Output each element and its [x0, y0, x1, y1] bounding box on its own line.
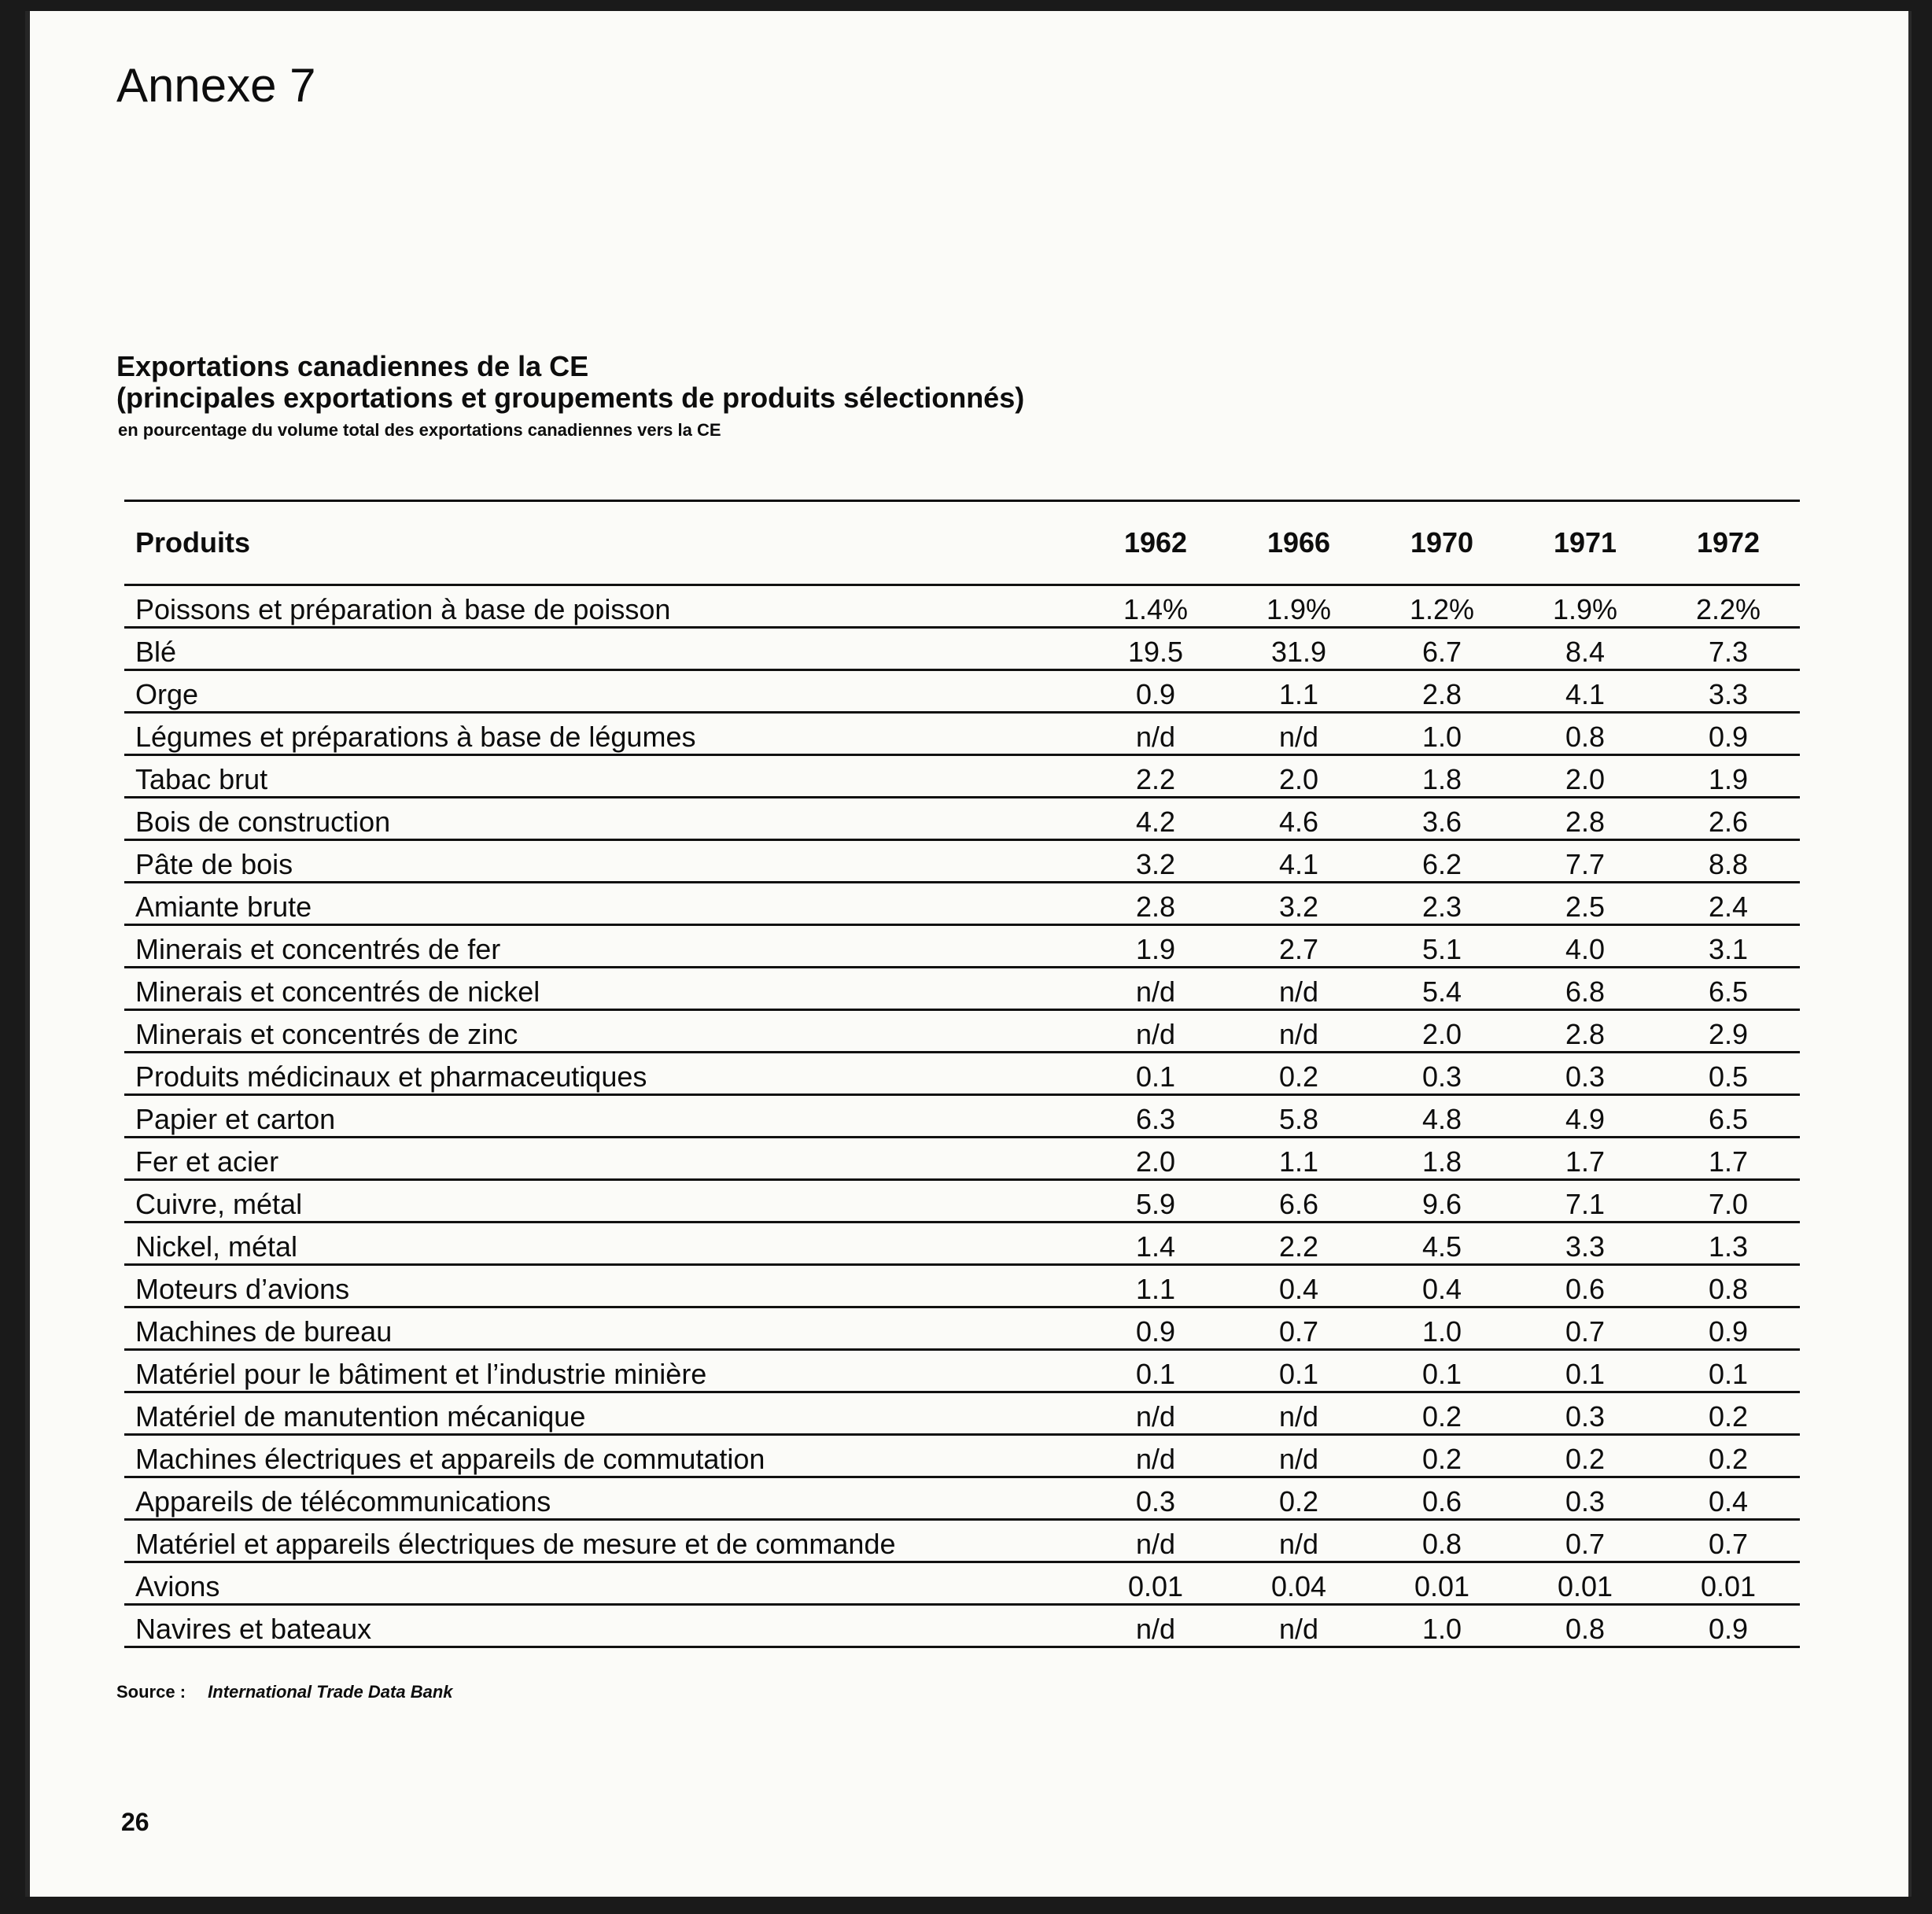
- value-cell: 5.1: [1370, 925, 1514, 968]
- value-cell: 4.5: [1370, 1223, 1514, 1265]
- value-cell: 1.9: [1657, 755, 1800, 798]
- product-cell: Navires et bateaux: [124, 1605, 1084, 1647]
- value-cell: 5.4: [1370, 968, 1514, 1010]
- value-cell: 0.4: [1227, 1265, 1370, 1307]
- value-cell: n/d: [1227, 1520, 1370, 1562]
- value-cell: 2.8: [1084, 883, 1227, 925]
- table-header-row: [124, 501, 1800, 585]
- value-cell: 2.9: [1657, 1010, 1800, 1053]
- table-row: [124, 1138, 1800, 1180]
- value-cell: 0.4: [1370, 1265, 1514, 1307]
- product-cell: Amiante brute: [124, 883, 1084, 925]
- table-row: [124, 1010, 1800, 1053]
- value-cell: 9.6: [1370, 1180, 1514, 1223]
- value-cell: 0.2: [1657, 1392, 1800, 1435]
- value-cell: 2.0: [1084, 1138, 1227, 1180]
- value-cell: 1.1: [1227, 1138, 1370, 1180]
- table-row: [124, 1477, 1800, 1520]
- table-row: [124, 628, 1800, 670]
- product-cell: Légumes et préparations à base de légumes: [124, 713, 1084, 755]
- header-year: 1972: [1657, 501, 1800, 585]
- value-cell: 2.5: [1514, 883, 1657, 925]
- value-cell: 2.6: [1657, 798, 1800, 840]
- table-row: [124, 670, 1800, 713]
- value-cell: 1.4: [1084, 1223, 1227, 1265]
- value-cell: 1.4%: [1084, 585, 1227, 628]
- value-cell: 1.7: [1514, 1138, 1657, 1180]
- value-cell: 8.4: [1514, 628, 1657, 670]
- table-row: [124, 1435, 1800, 1477]
- value-cell: n/d: [1227, 1605, 1370, 1647]
- table-row: [124, 840, 1800, 883]
- value-cell: 6.2: [1370, 840, 1514, 883]
- table-body: [124, 585, 1800, 1647]
- value-cell: 2.0: [1514, 755, 1657, 798]
- value-cell: 7.1: [1514, 1180, 1657, 1223]
- product-cell: Tabac brut: [124, 755, 1084, 798]
- table-row: [124, 798, 1800, 840]
- source-label: Source :: [116, 1682, 186, 1702]
- value-cell: 0.7: [1514, 1520, 1657, 1562]
- value-cell: 1.7: [1657, 1138, 1800, 1180]
- value-cell: 0.3: [1514, 1053, 1657, 1095]
- value-cell: 0.1: [1227, 1350, 1370, 1392]
- value-cell: n/d: [1084, 1605, 1227, 1647]
- value-cell: 4.6: [1227, 798, 1370, 840]
- value-cell: 31.9: [1227, 628, 1370, 670]
- value-cell: 1.8: [1370, 755, 1514, 798]
- table-row: [124, 713, 1800, 755]
- value-cell: 1.1: [1227, 670, 1370, 713]
- page-number: 26: [121, 1808, 149, 1836]
- annex-heading: Annexe 7: [116, 59, 316, 112]
- value-cell: 0.9: [1657, 713, 1800, 755]
- value-cell: 0.3: [1514, 1392, 1657, 1435]
- value-cell: 0.8: [1514, 1605, 1657, 1647]
- value-cell: 0.2: [1514, 1435, 1657, 1477]
- value-cell: 0.01: [1657, 1562, 1800, 1605]
- value-cell: 0.1: [1370, 1350, 1514, 1392]
- value-cell: n/d: [1227, 968, 1370, 1010]
- value-cell: 0.04: [1227, 1562, 1370, 1605]
- product-cell: Blé: [124, 628, 1084, 670]
- table-row: [124, 1095, 1800, 1138]
- table-row: [124, 1392, 1800, 1435]
- value-cell: 6.3: [1084, 1095, 1227, 1138]
- table-row: [124, 1180, 1800, 1223]
- value-cell: 1.0: [1370, 713, 1514, 755]
- header-year: 1971: [1514, 501, 1657, 585]
- product-cell: Orge: [124, 670, 1084, 713]
- product-cell: Machines électriques et appareils de commutation: [124, 1435, 1084, 1477]
- value-cell: 2.0: [1370, 1010, 1514, 1053]
- value-cell: 7.7: [1514, 840, 1657, 883]
- value-cell: 2.8: [1370, 670, 1514, 713]
- value-cell: 0.9: [1657, 1605, 1800, 1647]
- header-products: Produits: [124, 501, 1084, 585]
- value-cell: 2.3: [1370, 883, 1514, 925]
- value-cell: 3.3: [1514, 1223, 1657, 1265]
- value-cell: 4.0: [1514, 925, 1657, 968]
- value-cell: 0.1: [1657, 1350, 1800, 1392]
- value-cell: 0.3: [1084, 1477, 1227, 1520]
- value-cell: 5.8: [1227, 1095, 1370, 1138]
- product-cell: Minerais et concentrés de zinc: [124, 1010, 1084, 1053]
- value-cell: 0.9: [1084, 670, 1227, 713]
- value-cell: 0.7: [1657, 1520, 1800, 1562]
- table-row: [124, 968, 1800, 1010]
- value-cell: 0.4: [1657, 1477, 1800, 1520]
- value-cell: 1.9%: [1227, 585, 1370, 628]
- value-cell: 0.2: [1227, 1477, 1370, 1520]
- value-cell: 0.9: [1657, 1307, 1800, 1350]
- value-cell: 4.1: [1227, 840, 1370, 883]
- value-cell: 7.3: [1657, 628, 1800, 670]
- value-cell: 0.6: [1514, 1265, 1657, 1307]
- product-cell: Pâte de bois: [124, 840, 1084, 883]
- value-cell: 3.6: [1370, 798, 1514, 840]
- table-row: [124, 1307, 1800, 1350]
- value-cell: 0.2: [1370, 1392, 1514, 1435]
- value-cell: 1.0: [1370, 1307, 1514, 1350]
- value-cell: 0.01: [1084, 1562, 1227, 1605]
- product-cell: Matériel et appareils électriques de mesure et de commande: [124, 1520, 1084, 1562]
- value-cell: 0.3: [1370, 1053, 1514, 1095]
- table-row: [124, 585, 1800, 628]
- table-row: [124, 1350, 1800, 1392]
- product-cell: Matériel pour le bâtiment et l’industrie minière: [124, 1350, 1084, 1392]
- value-cell: 2.8: [1514, 1010, 1657, 1053]
- product-cell: Moteurs d’avions: [124, 1265, 1084, 1307]
- table-row: [124, 883, 1800, 925]
- value-cell: n/d: [1084, 1520, 1227, 1562]
- product-cell: Poissons et préparation à base de poisson: [124, 585, 1084, 628]
- product-cell: Produits médicinaux et pharmaceutiques: [124, 1053, 1084, 1095]
- header-year: 1970: [1370, 501, 1514, 585]
- value-cell: 0.01: [1370, 1562, 1514, 1605]
- table-row: [124, 1562, 1800, 1605]
- value-cell: 4.8: [1370, 1095, 1514, 1138]
- value-cell: 2.2%: [1657, 585, 1800, 628]
- product-cell: Matériel de manutention mécanique: [124, 1392, 1084, 1435]
- value-cell: n/d: [1084, 1392, 1227, 1435]
- product-cell: Nickel, métal: [124, 1223, 1084, 1265]
- value-cell: 0.3: [1514, 1477, 1657, 1520]
- value-cell: 1.1: [1084, 1265, 1227, 1307]
- exports-table-container: [124, 500, 1800, 1648]
- value-cell: 4.2: [1084, 798, 1227, 840]
- source-note: [116, 1682, 453, 1702]
- product-cell: Minerais et concentrés de nickel: [124, 968, 1084, 1010]
- table-row: [124, 1053, 1800, 1095]
- value-cell: 1.9: [1084, 925, 1227, 968]
- table-subtitle: en pourcentage du volume total des exportations canadiennes vers la CE: [118, 420, 721, 440]
- value-cell: 0.2: [1370, 1435, 1514, 1477]
- table-row: [124, 1223, 1800, 1265]
- value-cell: 0.01: [1514, 1562, 1657, 1605]
- value-cell: 0.2: [1227, 1053, 1370, 1095]
- value-cell: 19.5: [1084, 628, 1227, 670]
- value-cell: 7.0: [1657, 1180, 1800, 1223]
- table-row: [124, 925, 1800, 968]
- table-title-block: [116, 351, 1024, 444]
- value-cell: 2.8: [1514, 798, 1657, 840]
- value-cell: 6.8: [1514, 968, 1657, 1010]
- value-cell: 6.5: [1657, 968, 1800, 1010]
- exports-table: [124, 500, 1800, 1648]
- value-cell: 6.7: [1370, 628, 1514, 670]
- product-cell: Appareils de télécommunications: [124, 1477, 1084, 1520]
- value-cell: 3.1: [1657, 925, 1800, 968]
- header-year: 1966: [1227, 501, 1370, 585]
- value-cell: 1.0: [1370, 1605, 1514, 1647]
- value-cell: 4.1: [1514, 670, 1657, 713]
- value-cell: 0.1: [1084, 1053, 1227, 1095]
- value-cell: 4.9: [1514, 1095, 1657, 1138]
- product-cell: Minerais et concentrés de fer: [124, 925, 1084, 968]
- table-title: Exportations canadiennes de la CE: [116, 350, 589, 382]
- value-cell: 2.0: [1227, 755, 1370, 798]
- value-cell: 0.7: [1514, 1307, 1657, 1350]
- value-cell: 6.5: [1657, 1095, 1800, 1138]
- header-year: 1962: [1084, 501, 1227, 585]
- value-cell: 5.9: [1084, 1180, 1227, 1223]
- value-cell: 1.2%: [1370, 585, 1514, 628]
- value-cell: 0.5: [1657, 1053, 1800, 1095]
- product-cell: Papier et carton: [124, 1095, 1084, 1138]
- source-value: International Trade Data Bank: [208, 1682, 453, 1702]
- value-cell: 0.9: [1084, 1307, 1227, 1350]
- value-cell: 1.3: [1657, 1223, 1800, 1265]
- value-cell: 3.3: [1657, 670, 1800, 713]
- document-page: [25, 11, 1912, 1897]
- value-cell: n/d: [1227, 1010, 1370, 1053]
- value-cell: 0.8: [1657, 1265, 1800, 1307]
- value-cell: 0.1: [1514, 1350, 1657, 1392]
- value-cell: 0.1: [1084, 1350, 1227, 1392]
- value-cell: 1.8: [1370, 1138, 1514, 1180]
- value-cell: 3.2: [1227, 883, 1370, 925]
- value-cell: 2.2: [1084, 755, 1227, 798]
- value-cell: 0.8: [1514, 713, 1657, 755]
- product-cell: Avions: [124, 1562, 1084, 1605]
- value-cell: n/d: [1227, 1392, 1370, 1435]
- value-cell: n/d: [1227, 713, 1370, 755]
- value-cell: n/d: [1227, 1435, 1370, 1477]
- product-cell: Machines de bureau: [124, 1307, 1084, 1350]
- value-cell: 2.2: [1227, 1223, 1370, 1265]
- value-cell: 0.7: [1227, 1307, 1370, 1350]
- table-title-continued: (principales exportations et groupements de produits sélectionnés): [116, 382, 1025, 414]
- table-row: [124, 1265, 1800, 1307]
- value-cell: 0.6: [1370, 1477, 1514, 1520]
- value-cell: n/d: [1084, 968, 1227, 1010]
- value-cell: 2.4: [1657, 883, 1800, 925]
- value-cell: 0.2: [1657, 1435, 1800, 1477]
- value-cell: n/d: [1084, 713, 1227, 755]
- table-row: [124, 1605, 1800, 1647]
- table-row: [124, 1520, 1800, 1562]
- product-cell: Bois de construction: [124, 798, 1084, 840]
- value-cell: 0.8: [1370, 1520, 1514, 1562]
- value-cell: 6.6: [1227, 1180, 1370, 1223]
- value-cell: 8.8: [1657, 840, 1800, 883]
- value-cell: n/d: [1084, 1435, 1227, 1477]
- value-cell: 2.7: [1227, 925, 1370, 968]
- product-cell: Cuivre, métal: [124, 1180, 1084, 1223]
- value-cell: n/d: [1084, 1010, 1227, 1053]
- value-cell: 1.9%: [1514, 585, 1657, 628]
- value-cell: 3.2: [1084, 840, 1227, 883]
- table-row: [124, 755, 1800, 798]
- product-cell: Fer et acier: [124, 1138, 1084, 1180]
